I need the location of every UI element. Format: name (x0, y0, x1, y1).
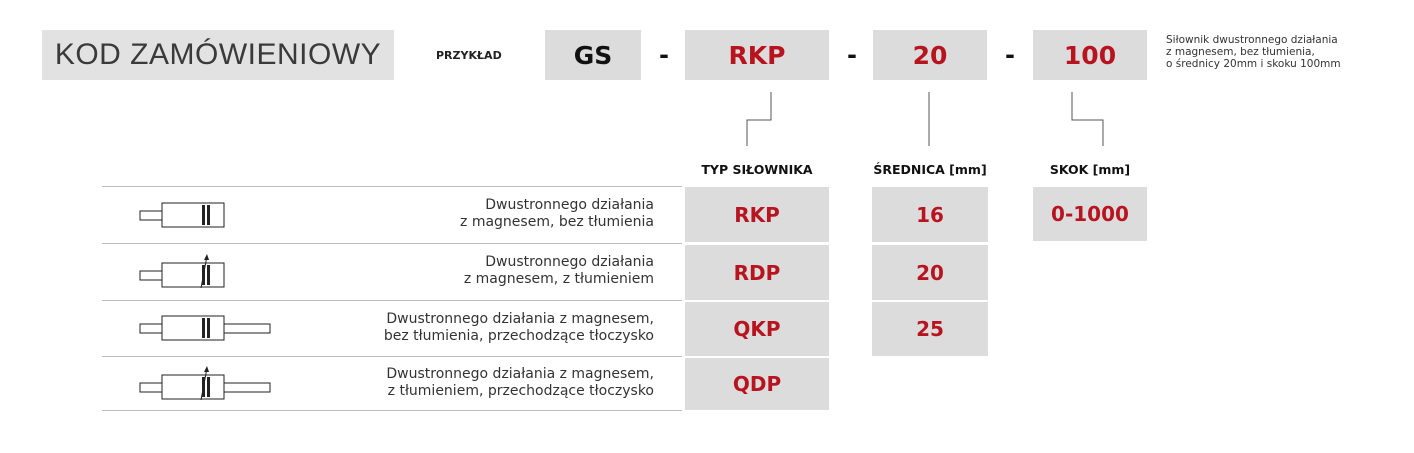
connector-stroke (1072, 92, 1103, 146)
cylinder-magnet-cushion-icon (138, 250, 228, 290)
diameter-cell: 20 (872, 245, 988, 300)
order-code-title: KOD ZAMÓWIENIOWY (42, 30, 394, 80)
type-description (464, 254, 654, 288)
diameter-column-header: ŚREDNICA [mm] (873, 161, 987, 177)
diameter-cell: 16 (872, 187, 988, 242)
type-code-cell: QKP (685, 302, 829, 356)
type-code-cell: RDP (685, 245, 829, 300)
row-divider (102, 356, 682, 357)
description-line: z tłumieniem, przechodzące tłoczysko (387, 383, 654, 399)
description-line: z magnesem, z tłumieniem (463, 271, 654, 287)
type-column-header: TYP SIŁOWNIKA (701, 161, 813, 177)
type-code-cell: RKP (685, 187, 829, 242)
note-line: Siłownik dwustronnego działania (1166, 34, 1338, 46)
type-description (386, 366, 654, 400)
description-line: Dwustronnego działania z magnesem, (386, 366, 654, 382)
row-divider (102, 243, 682, 244)
diameter-cell: 25 (872, 302, 988, 356)
code-type-box: RKP (685, 30, 829, 80)
cylinder-magnet-icon (138, 200, 228, 230)
description-line: bez tłumienia, przechodzące tłoczysko (383, 328, 654, 344)
description-line: Dwustronnego działania z magnesem, (386, 311, 654, 327)
code-stroke-box: 100 (1033, 30, 1147, 80)
type-description (384, 311, 654, 345)
stroke-cell: 0-1000 (1033, 187, 1147, 241)
code-series-box: GS (545, 30, 641, 80)
cylinder-through-rod-icon (138, 313, 272, 343)
type-description (460, 197, 654, 231)
description-line: Dwustronnego działania (485, 197, 654, 213)
code-separator: - (1005, 41, 1015, 69)
row-divider (102, 410, 682, 411)
connector-type (747, 92, 771, 146)
code-diameter-box: 20 (873, 30, 987, 80)
code-separator: - (847, 41, 857, 69)
note-line: o średnicy 20mm i skoku 100mm (1166, 58, 1341, 70)
cylinder-through-rod-cushion-icon (138, 362, 272, 404)
row-divider (102, 300, 682, 301)
row-divider (102, 186, 682, 187)
description-line: Dwustronnego działania (485, 254, 654, 270)
stroke-column-header: SKOK [mm] (1049, 161, 1131, 177)
code-separator: - (659, 41, 669, 69)
example-label: PRZYKŁAD (436, 48, 502, 62)
note-line: z magnesem, bez tłumienia, (1166, 46, 1315, 58)
type-code-cell: QDP (685, 358, 829, 410)
description-line: z magnesem, bez tłumienia (460, 214, 654, 230)
